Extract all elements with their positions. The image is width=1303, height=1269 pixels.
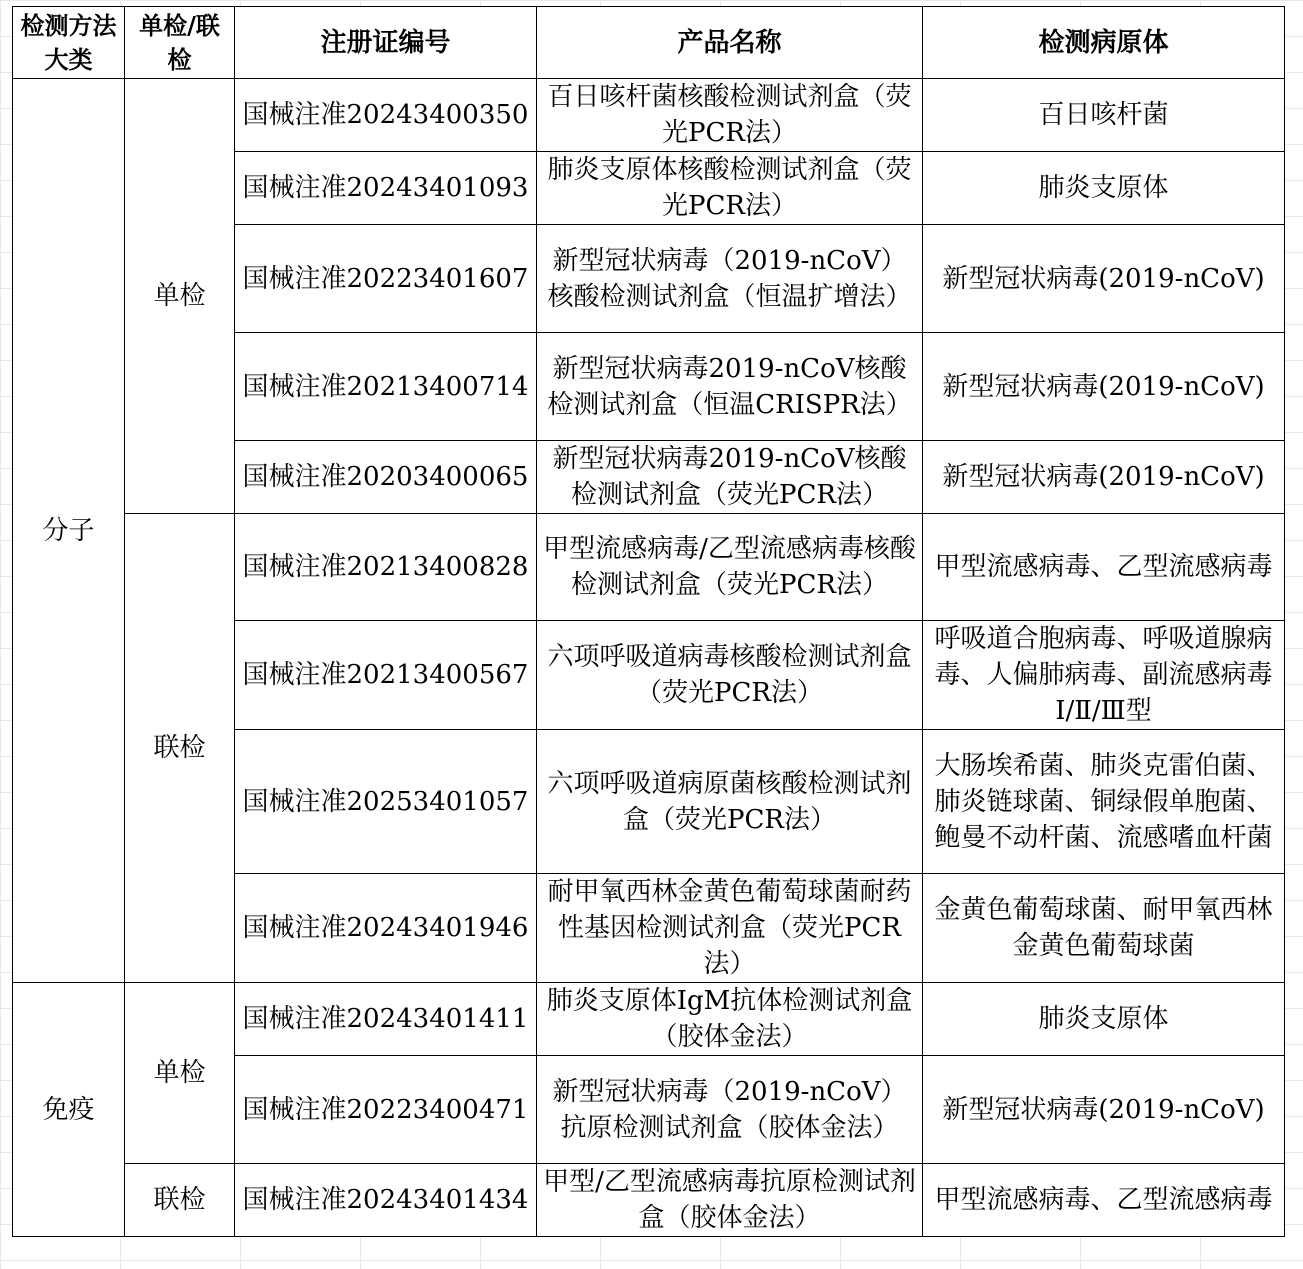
reg-no-cell: 国械注准20243401946: [235, 874, 537, 983]
product-cell: 新型冠状病毒2019-nCoV核酸检测试剂盒（荧光PCR法）: [537, 441, 923, 514]
header-method: 检测方法大类: [13, 7, 125, 79]
reg-no-cell: 国械注准20213400567: [235, 621, 537, 730]
pathogen-cell: 甲型流感病毒、乙型流感病毒: [923, 1164, 1285, 1237]
subgroup-mol-multi: 联检: [125, 514, 235, 983]
reg-no-cell: 国械注准20243401411: [235, 983, 537, 1056]
pathogen-cell: 肺炎支原体: [923, 983, 1285, 1056]
header-row: [13, 7, 1285, 79]
reg-no-cell: 国械注准20243401093: [235, 152, 537, 225]
reg-no-cell: 国械注准20243401434: [235, 1164, 537, 1237]
reg-no-cell: 国械注准20223401607: [235, 225, 537, 333]
pathogen-cell: 大肠埃希菌、肺炎克雷伯菌、肺炎链球菌、铜绿假单胞菌、鲍曼不动杆菌、流感嗜血杆菌: [923, 730, 1285, 874]
reg-no-cell: 国械注准20243400350: [235, 79, 537, 152]
header-product: 产品名称: [537, 7, 923, 79]
product-cell: 新型冠状病毒（2019-nCoV）抗原检测试剂盒（胶体金法）: [537, 1056, 923, 1164]
header-reg-no: 注册证编号: [235, 7, 537, 79]
reg-no-cell: 国械注准20203400065: [235, 441, 537, 514]
pathogen-cell: 新型冠状病毒(2019-nCoV): [923, 1056, 1285, 1164]
reg-no-cell: 国械注准20213400828: [235, 514, 537, 621]
table-row: [13, 514, 1285, 621]
product-cell: 百日咳杆菌核酸检测试剂盒（荧光PCR法）: [537, 79, 923, 152]
table-row: [13, 1164, 1285, 1237]
reg-no-cell: 国械注准20223400471: [235, 1056, 537, 1164]
header-single-multi: 单检/联检: [125, 7, 235, 79]
pathogen-cell: 甲型流感病毒、乙型流感病毒: [923, 514, 1285, 621]
pathogen-cell: 新型冠状病毒(2019-nCoV): [923, 441, 1285, 514]
product-cell: 耐甲氧西林金黄色葡萄球菌耐药性基因检测试剂盒（荧光PCR法）: [537, 874, 923, 983]
pathogen-cell: 肺炎支原体: [923, 152, 1285, 225]
subgroup-imm-multi: 联检: [125, 1164, 235, 1237]
product-cell: 六项呼吸道病原菌核酸检测试剂盒（荧光PCR法）: [537, 730, 923, 874]
product-cell: 甲型/乙型流感病毒抗原检测试剂盒（胶体金法）: [537, 1164, 923, 1237]
subgroup-imm-single: 单检: [125, 983, 235, 1164]
header-pathogen: 检测病原体: [923, 7, 1285, 79]
subgroup-mol-single: 单检: [125, 79, 235, 514]
product-cell: 六项呼吸道病毒核酸检测试剂盒（荧光PCR法）: [537, 621, 923, 730]
group-molecular: 分子: [13, 79, 125, 983]
product-cell: 甲型流感病毒/乙型流感病毒核酸检测试剂盒（荧光PCR法）: [537, 514, 923, 621]
table-row: [13, 79, 1285, 152]
product-cell: 新型冠状病毒2019-nCoV核酸检测试剂盒（恒温CRISPR法）: [537, 333, 923, 441]
product-cell: 新型冠状病毒（2019-nCoV）核酸检测试剂盒（恒温扩增法）: [537, 225, 923, 333]
pathogen-cell: 呼吸道合胞病毒、呼吸道腺病毒、人偏肺病毒、副流感病毒Ⅰ/Ⅱ/Ⅲ型: [923, 621, 1285, 730]
reg-no-cell: 国械注准20253401057: [235, 730, 537, 874]
registration-table: [12, 6, 1285, 1237]
pathogen-cell: 金黄色葡萄球菌、耐甲氧西林金黄色葡萄球菌: [923, 874, 1285, 983]
product-cell: 肺炎支原体IgM抗体检测试剂盒（胶体金法）: [537, 983, 923, 1056]
pathogen-cell: 新型冠状病毒(2019-nCoV): [923, 333, 1285, 441]
pathogen-cell: 新型冠状病毒(2019-nCoV): [923, 225, 1285, 333]
product-cell: 肺炎支原体核酸检测试剂盒（荧光PCR法）: [537, 152, 923, 225]
table-row: [13, 983, 1285, 1056]
pathogen-cell: 百日咳杆菌: [923, 79, 1285, 152]
group-immuno: 免疫: [13, 983, 125, 1237]
reg-no-cell: 国械注准20213400714: [235, 333, 537, 441]
